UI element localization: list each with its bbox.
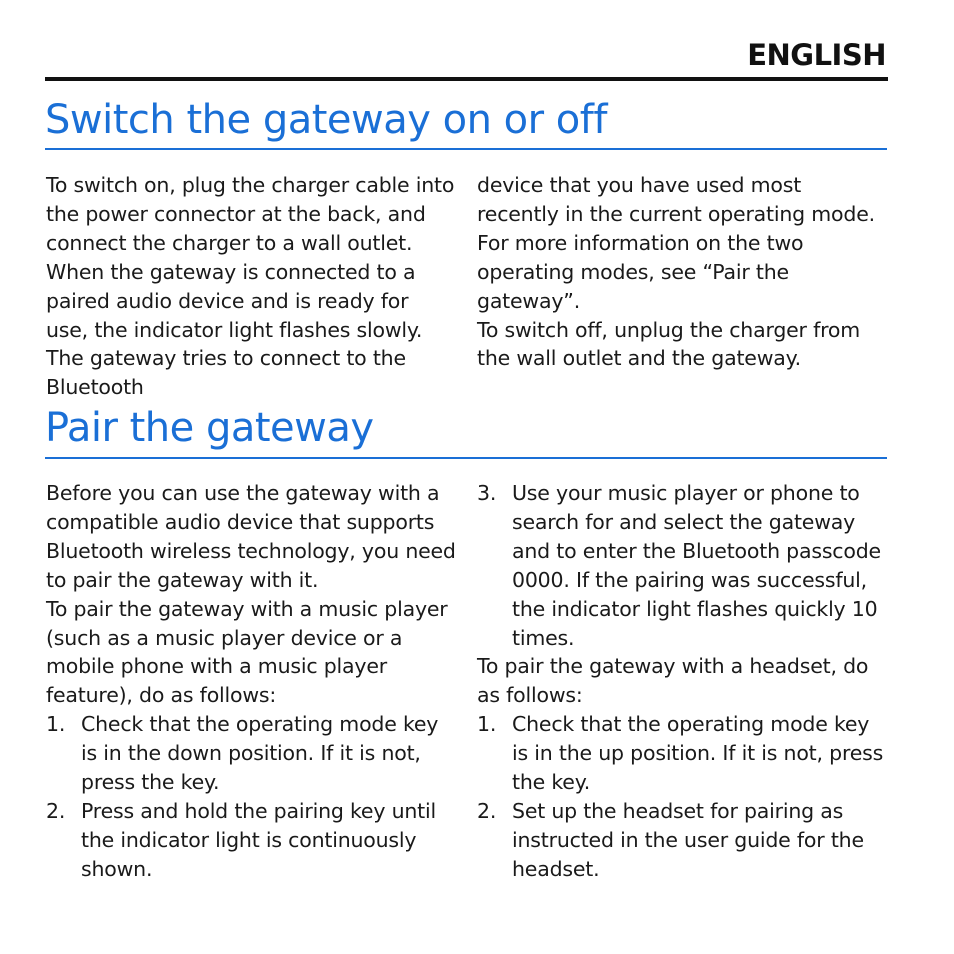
list-text: Press and hold the pairing key until the indicator light is continuously shown. — [81, 798, 437, 881]
pair-right-column — [477, 479, 889, 884]
paragraph: When the gateway is connected to a paired audio device and is ready for use, the indicator light flashes slowly. The gateway tries to connect to the Bluetooth — [46, 259, 423, 400]
list-number: 3. — [477, 481, 497, 505]
list-text: Set up the headset for pairing as instructed in the user guide for the headset. — [512, 798, 864, 881]
paragraph: To switch on, plug the charger cable into the power connector at the back, and connect the charger to a wall outlet. — [46, 173, 455, 255]
paragraph: Before you can use the gateway with a compatible audio device that supports Bluetooth wireless technology, you need to pair the gateway with it. — [46, 481, 456, 592]
list-text: Use your music player or phone to search for and select the gateway and to enter the Bluetooth passcode 0000. If the pairing was successful, the indicator light flashes quickly 10 times. — [512, 481, 881, 650]
list-item — [477, 710, 889, 797]
language-label: ENGLISH — [747, 38, 886, 72]
list-number: 2. — [46, 798, 66, 823]
paragraph: To pair the gateway with a headset, do as follows: — [477, 654, 869, 708]
header-rule — [45, 77, 888, 81]
section-title-pair: Pair the gateway — [45, 405, 374, 451]
section-divider-pair — [45, 457, 887, 459]
paragraph: To switch off, unplug the charger from the wall outlet and the gateway. — [477, 317, 861, 371]
list-number: 1. — [46, 712, 66, 737]
switch-left-column — [46, 171, 456, 402]
section-title-switch: Switch the gateway on or off — [45, 97, 607, 143]
pair-left-column — [46, 479, 456, 884]
paragraph: device that you have used most recently in the current operating mode. For more information on the two operating modes, see “Pair the gateway”. — [477, 173, 875, 313]
list-item — [46, 797, 456, 884]
list-text: Check that the operating mode key is in the down position. If it is not, press the key. — [81, 712, 439, 795]
list-number: 1. — [477, 712, 497, 737]
section-divider-switch — [45, 148, 887, 150]
list-number: 2. — [477, 798, 497, 823]
switch-right-column — [477, 171, 887, 373]
list-item — [477, 797, 889, 884]
paragraph: To pair the gateway with a music player (such as a music player device or a mobile phone with a music player feature), do as follows: — [46, 596, 448, 708]
list-item — [477, 479, 889, 652]
list-text: Check that the operating mode key is in the up position. If it is not, press the key. — [512, 712, 884, 795]
list-item — [46, 710, 456, 797]
